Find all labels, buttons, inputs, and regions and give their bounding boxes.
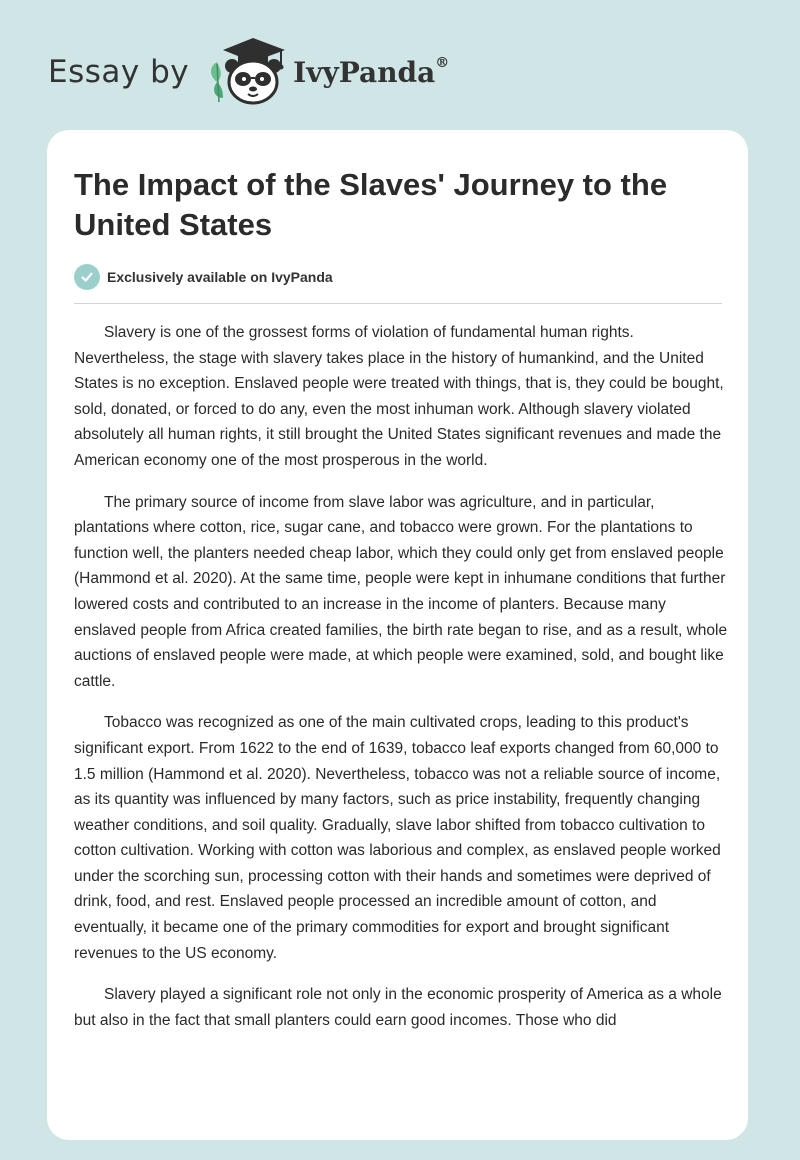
essay-paragraph: Slavery played a significant role not only in the economic prosperity of America as a whole but also in the fact that small planters could earn good incomes. Those who did [74,986,722,1029]
essay-card [47,130,748,1140]
exclusive-badge [74,264,333,290]
panda-graduate-logo-icon[interactable] [203,36,289,108]
registered-mark: ® [435,55,450,72]
divider [74,303,722,304]
essay-paragraph: Tobacco was recognized as one of the main cultivated crops, leading to this product's significant export. From 1622 to the end of 1639, tobacco leaf exports changed from 60,000 to 1.5 million (Hammond et al. 2020). Nevertheless, tobacco was not a reliable source of income, as its quantity was influenced by many factors, such as price instability, frequently changing weather conditions, and soil quality. Gradually, slave labor shifted from tobacco cultivation to cotton cultivation. Working with cotton was laborious and complex, as enslaved people worked under the scorching sun, processing cotton with their hands and sometimes were deprived of drink, food, and rest. Enslaved people processed an incredible amount of cotton, and eventually, it became one of the primary commodities for export and brought significant revenues to the US economy. [74,714,721,962]
check-icon [74,264,100,290]
essay-by-label: Essay by [48,54,190,90]
site-header [48,36,449,108]
brand-name[interactable]: IvyPanda® [293,55,450,89]
essay-body [74,320,728,1049]
essay-paragraph: Slavery is one of the grossest forms of violation of fundamental human rights. Nevertheless, the stage with slavery takes place in the history of humankind, and the United States is no exception. Enslaved people were treated with things, that is, they could be bought, sold, donated, or forced to do any, even the most inhuman work. Although slavery violated absolutely all human rights, it still brought the United States significant revenues and made the American economy one of the most prosperous in the world. [74,324,724,469]
essay-paragraph: The primary source of income from slave labor was agriculture, and in particular, plantations where cotton, rice, sugar cane, and tobacco were grown. For the plantations to function well, the planters needed cheap labor, which they could only get from enslaved people (Hammond et al. 2020). At the same time, people were kept in inhumane conditions that further lowered costs and contributed to an increase in the income of planters. Because many enslaved people from Africa created families, the birth rate began to rise, and as a result, whole auctions of enslaved people were made, at which people were examined, sold, and bought like cattle. [74,493,728,690]
exclusive-badge-label: Exclusively available on IvyPanda [107,269,333,285]
essay-title: The Impact of the Slaves' Journey to the United States [74,167,668,242]
